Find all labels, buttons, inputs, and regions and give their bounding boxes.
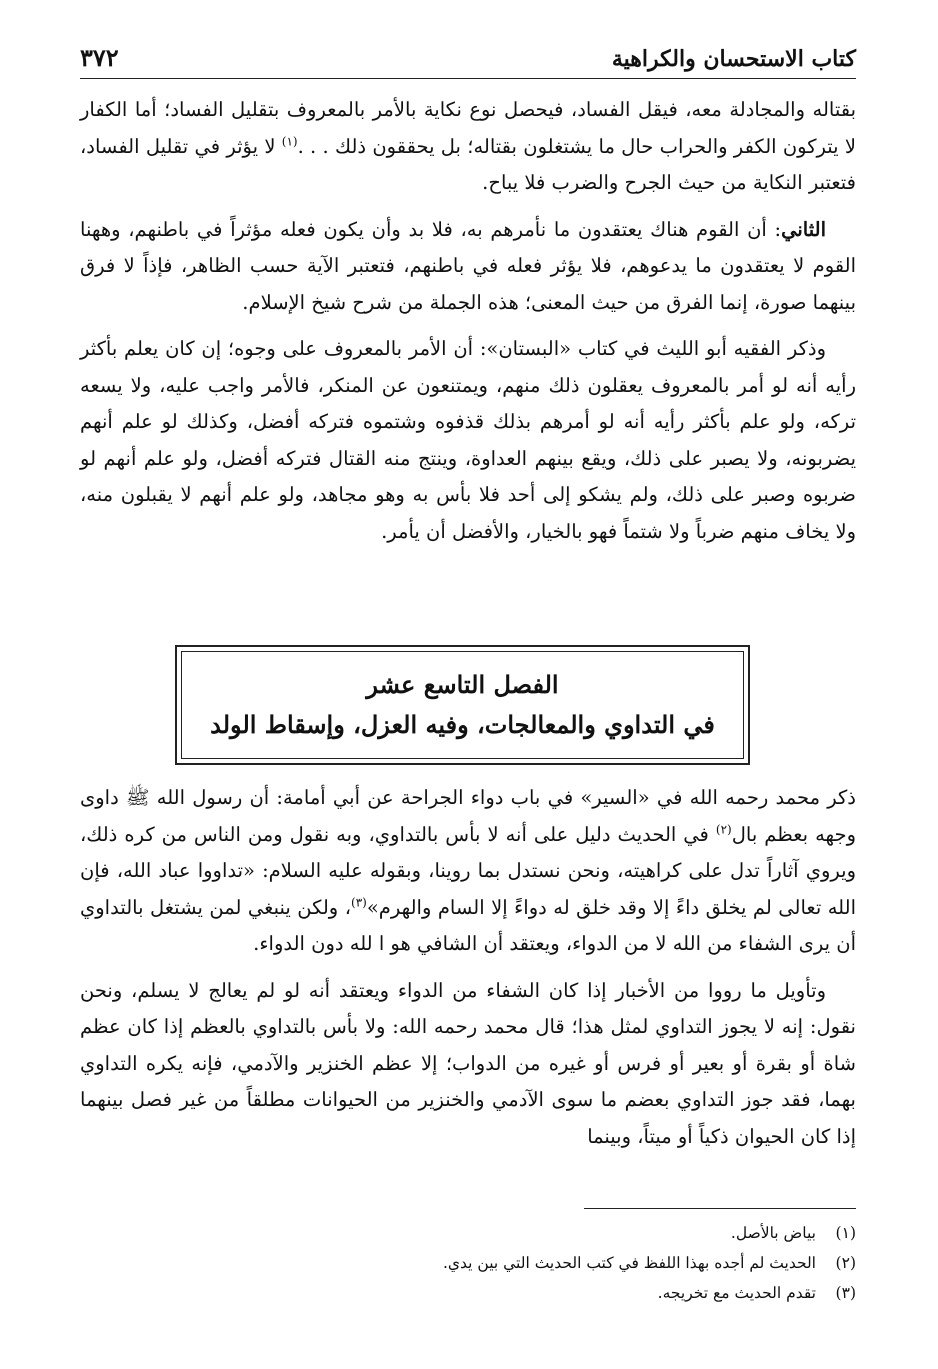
chapter-title: في التداوي والمعالجات، وفيه العزل، وإسقاط الولد bbox=[210, 710, 715, 739]
paragraph: وتأويل ما رووا من الأخبار إذا كان الشفاء من الدواء ويعتقد أنه لو لم يعالج لا يسلم، ونحن نقول: إنه لا يجوز التداوي لمثل هذا؛ قال محمد رحمه الله: ولا بأس بالتداوي بالعظم إذا كان عظم شاة أو بقرة أو بعير أو فرس أو غيره من الدواب؛ إلا عظم الخنزير والآدمي، فإنه يكره التداوي بهما، فقد جوز التداوي بعضم ما سوى الآدمي والخنزير من الحيوانات مطلقاً من غير فصل بينهما إذا كان الحيوان ذكياً أو ميتاً، وبينما bbox=[80, 978, 856, 1148]
footnote-text: تقدم الحديث مع تخريجه. bbox=[657, 1284, 816, 1302]
footnote-number: (٣) bbox=[835, 1284, 856, 1302]
footnote bbox=[80, 1248, 856, 1278]
footnote-number: (٢) bbox=[835, 1254, 856, 1272]
paragraph: الثاني: أن القوم هناك يعتقدون ما نأمرهم به، فلا بد وأن يكون فعله مؤثراً في باطنهم، وههنا القوم لا يعتقدون ما يدعوهم، فلا يؤثر فعله في باطنهم، فتعتبر الآية حسب الظاهر، فإذاً لا فرق بينهما صورة، إنما الفرق من حيث المعنى؛ هذه الجملة من شرح شيخ الإسلام. bbox=[80, 217, 856, 314]
chapter-heading-frame bbox=[175, 645, 750, 765]
running-header bbox=[80, 42, 856, 79]
footnote-ref[interactable]: (٢) bbox=[715, 822, 732, 836]
paragraph: وذكر الفقيه أبو الليث في كتاب «البستان»: أن الأمر بالمعروف على وجوه؛ إن كان يعلم بأكثر رأيه أنه لو أمر بالمعروف يعقلون ذلك منهم، ويمتنعون عن المنكر، فالأمر واجب عليه، ولا يسعه تركه، ولو علم بأكثر رأيه أنه لو أمرهم بذلك قذفوه وشتموه فتركه أفضل، وكذلك لو علم أنهم يضربونه، ولا يصبر على ذلك، ويقع بينهم العداوة، وينتج منه القتال فتركه أفضل، ولو علم أنهم لو ضربوه وصبر على ذلك، ولم يشكو إلى أحد فلا بأس به وهو مجاهد، ولو علم أنهم لا يقبلون منه، ولا يخاف منهم ضرباً ولا شتماً فهو بالخيار، والأفضل أن يأمر. bbox=[80, 337, 856, 543]
paragraph-lead: الثاني bbox=[781, 217, 826, 241]
footnote-text: الحديث لم أجده بهذا اللفظ في كتب الحديث التي بين يدي. bbox=[442, 1254, 816, 1272]
footnote-ref[interactable]: (١) bbox=[281, 134, 298, 148]
paragraph: بقتاله والمجادلة معه، فيقل الفساد، فيحصل نوع نكاية بالأمر بالمعروف بتقليل الفساد؛ أما الكفار لا يتركون الكفر والحراب حال ما يشتغلون بقتاله؛ بل يحققون ذلك . . .$^{(١)}$ لا يؤثر في تقليل الفساد، فتعتبر النكاية من حيث الجرح والضرب فلا يباح. bbox=[80, 98, 856, 194]
chapter-number: الفصل التاسع عشر bbox=[366, 670, 559, 699]
footnote-number: (١) bbox=[835, 1224, 856, 1242]
page-number: ٣٧٢ bbox=[80, 43, 119, 72]
footnote-ref[interactable]: (٣) bbox=[351, 895, 367, 909]
footnote-divider bbox=[584, 1208, 856, 1209]
paragraph: ذكر محمد رحمه الله في «السير» في باب دواء الجراحة عن أبي أمامة: أن رسول الله ﷺ داوى وجهه بعظم بال$^{(٢)}$ في الحديث دليل على أنه لا بأس بالتداوي، وبه نقول ومن الناس من كره ذلك، ويروي آثاراً تدل على كراهيته، ونحن نستدل بما روينا، وبقوله عليه السلام: «تداووا عباد الله، فإن الله تعالى لم يخلق داءً إلا وقد خلق له دواءً إلا السام والهرم»$^{(٣)}$، ولكن ينبغي لمن يشتغل بالتداوي أن يرى الشفاء من الله لا من الدواء، ويعتقد أن الشافي هو ا لله دون الدواء. bbox=[80, 786, 856, 955]
footnotes bbox=[80, 1218, 856, 1308]
footnote bbox=[80, 1278, 856, 1308]
footnote bbox=[80, 1218, 856, 1248]
footnote-text: بياض بالأصل. bbox=[730, 1224, 816, 1242]
main-text-bottom bbox=[80, 780, 856, 1165]
running-title: كتاب الاستحسان والكراهية bbox=[611, 46, 856, 72]
main-text-top bbox=[80, 92, 856, 560]
